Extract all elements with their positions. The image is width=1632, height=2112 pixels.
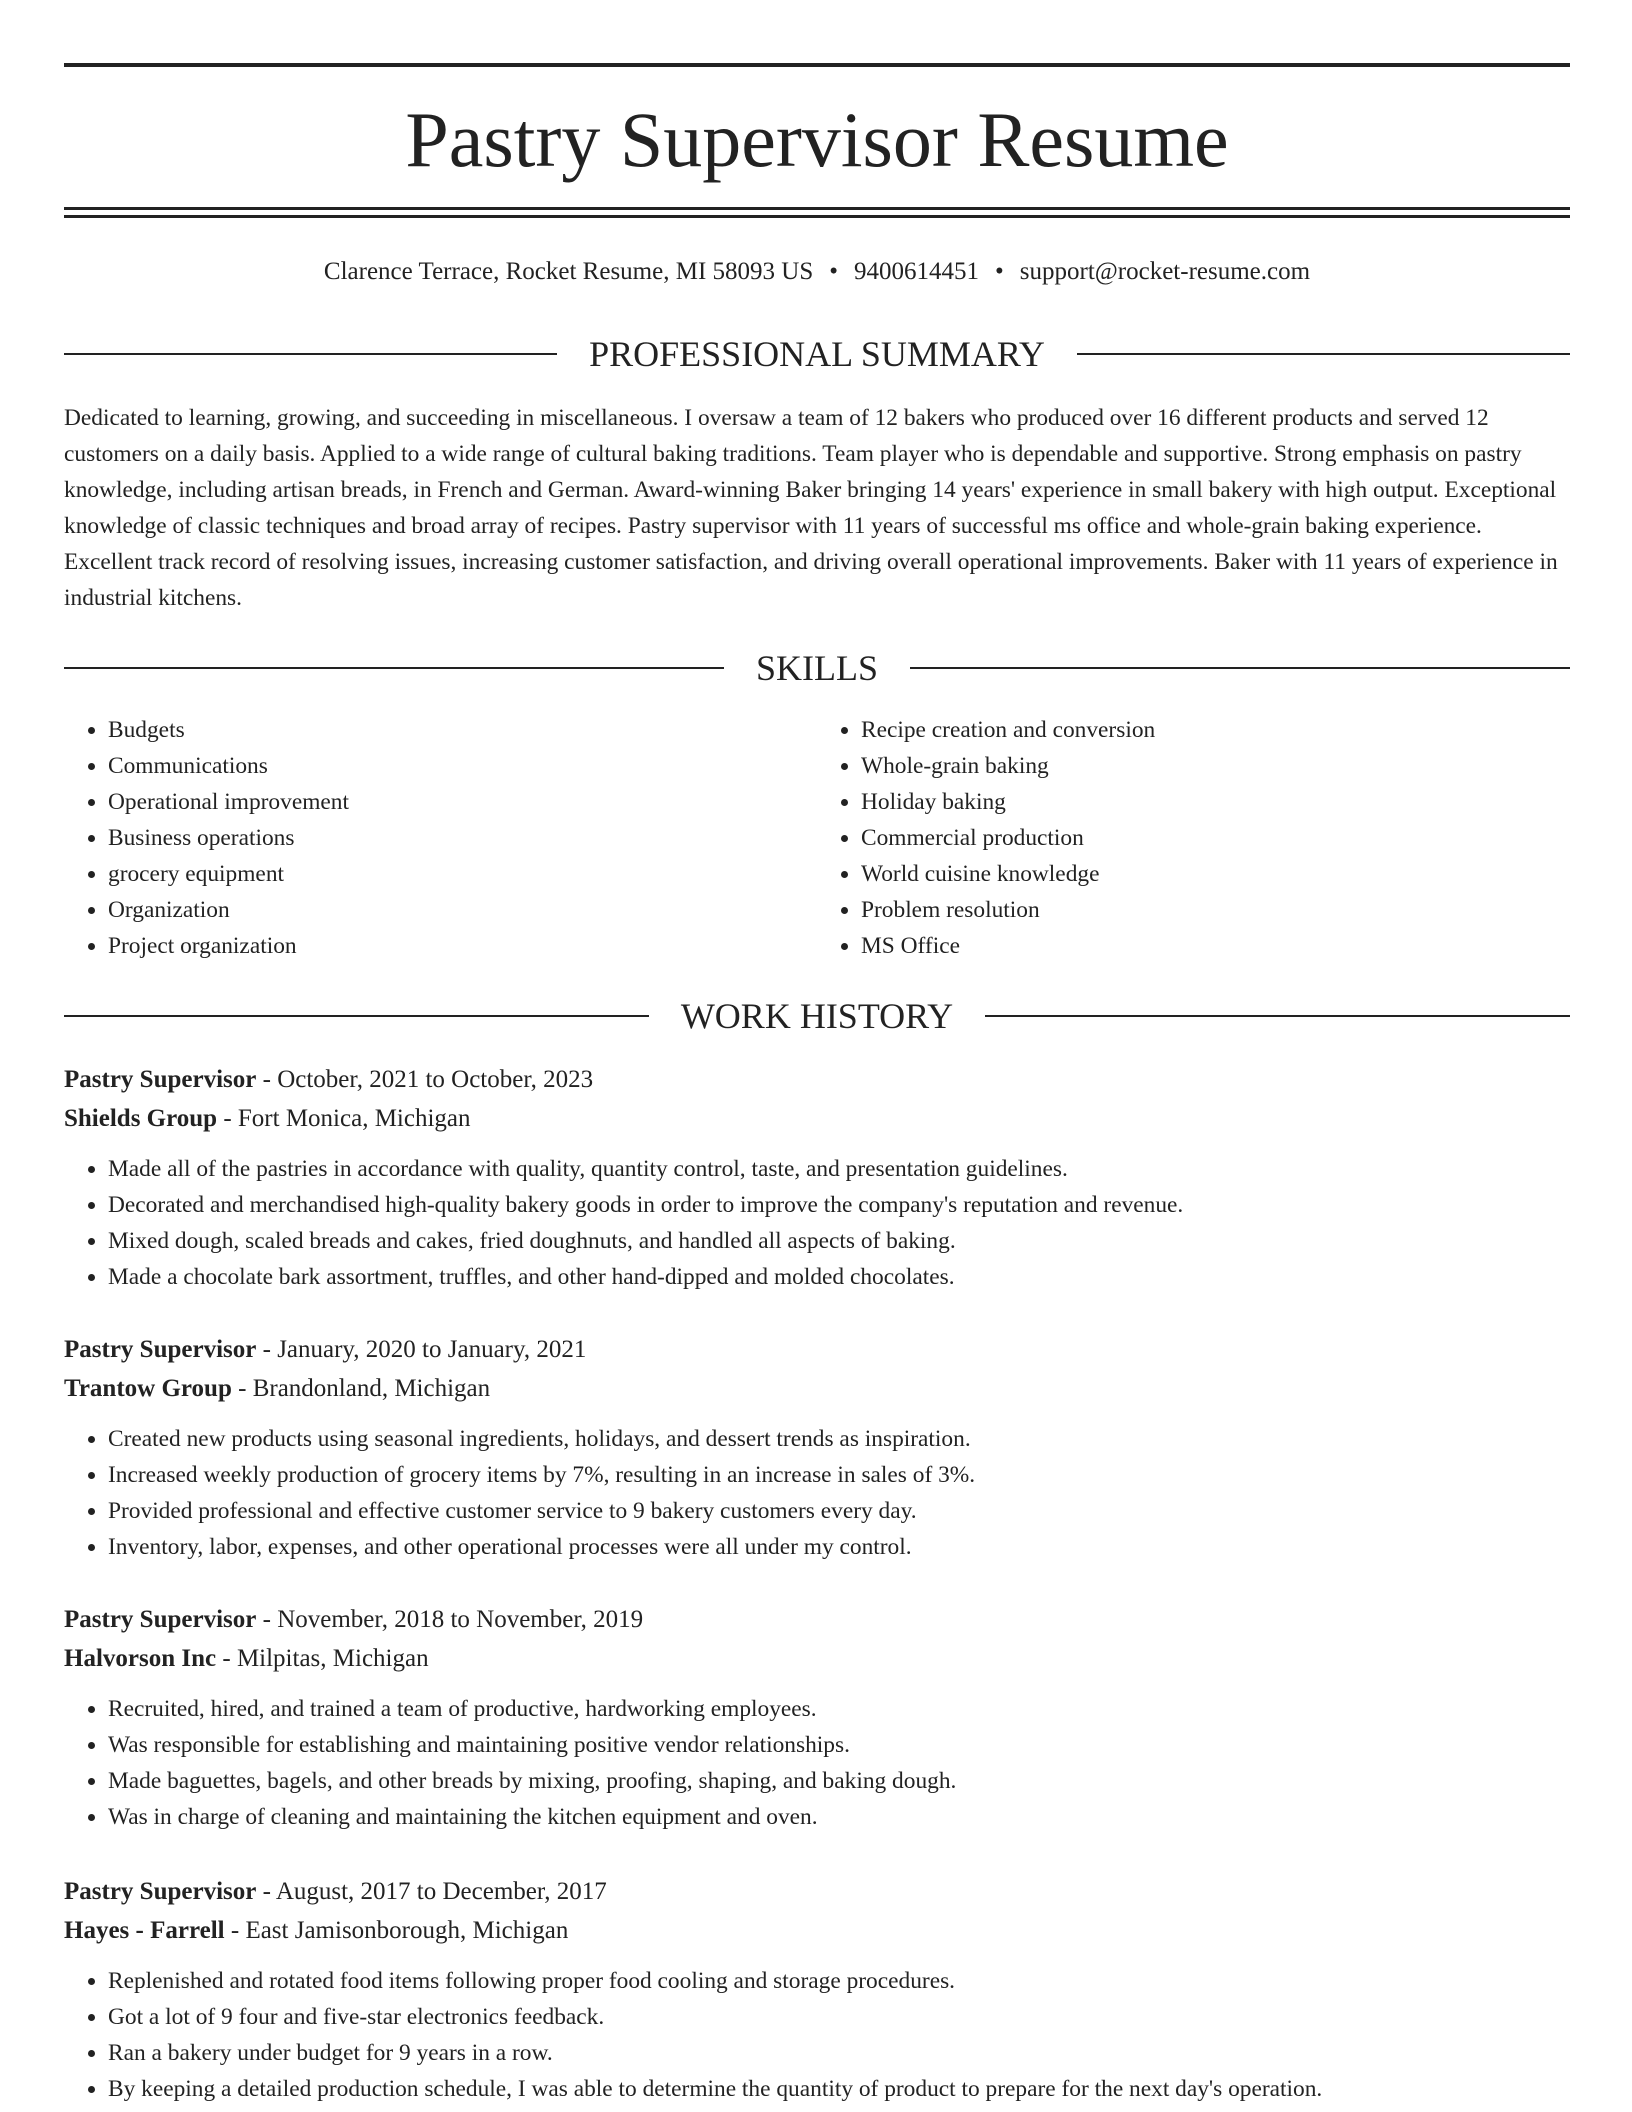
skill-item: • Project organization (108, 928, 817, 964)
section-title-work: WORK HISTORY (680, 996, 954, 1036)
job-bullet: • Was responsible for establishing and maintaining positive vendor relationships. (108, 1727, 1570, 1763)
section-rule (910, 667, 1570, 669)
contact-email: support@rocket-resume.com (1019, 258, 1311, 285)
title-double-rule (64, 207, 1570, 218)
skills-column-right (817, 712, 1570, 964)
contact-address: Clarence Terrace, Rocket Resume, MI 58093 US (323, 258, 814, 285)
job-title-line: Pastry Supervisor - October, 2021 to October, 2023 (64, 1066, 594, 1093)
job-bullet: • Increased weekly production of grocery items by 7%, resulting in an increase in sales of 3%. (108, 1457, 1570, 1493)
job-title: Pastry Supervisor (64, 1878, 257, 1905)
job-entry (64, 1332, 1570, 1565)
skill-item: • grocery equipment (108, 856, 817, 892)
job-company-line: Halvorson Inc - Milpitas, Michigan (64, 1645, 429, 1672)
skill-item: • World cuisine knowledge (861, 856, 1570, 892)
job-bullet: • Was in charge of cleaning and maintaining the kitchen equipment and oven. (108, 1799, 1570, 1835)
section-title-skills: SKILLS (756, 648, 879, 688)
job-bullet: • Recruited, hired, and trained a team of productive, hardworking employees. (108, 1691, 1570, 1727)
skill-item: • Business operations (108, 820, 817, 856)
job-company: Shields Group (64, 1105, 218, 1132)
summary-text: Dedicated to learning, growing, and succeeding in miscellaneous. I oversaw a team of 12 bakers who produced over 16 different products and served 12 customers on a daily basis. Applied to a wide range of cultural baking traditions. Team player who is dependable and supportive. Strong emphasis on pastry knowledge, including artisan breads, in French and German. Award-winning Baker bringing 14 years' experience in small bakery with high output. Exceptional knowledge of classic techniques and broad array of recipes. Pastry supervisor with 11 years of successful ms office and whole-grain baking experience. Excellent track record of resolving issues, increasing customer satisfaction, and driving overall operational improvements. Baker with 11 years of experience in industrial kitchens. (64, 405, 1558, 611)
job-title: Pastry Supervisor (64, 1336, 257, 1363)
skill-item: • Operational improvement (108, 784, 817, 820)
job-entry (64, 1874, 1570, 2107)
section-header-summary (64, 332, 1570, 376)
job-bullet: • Got a lot of 9 four and five-star electronics feedback. (108, 1999, 1570, 2035)
job-bullet: • Made a chocolate bark assortment, truffles, and other hand-dipped and molded chocolates. (108, 1259, 1570, 1295)
section-header-work (64, 994, 1570, 1038)
job-bullet: • Made all of the pastries in accordance with quality, quantity control, taste, and presentation guidelines. (108, 1151, 1570, 1187)
job-location: Milpitas, Michigan (236, 1645, 429, 1672)
job-bullet: • Made baguettes, bagels, and other breads by mixing, proofing, shaping, and baking dough. (108, 1763, 1570, 1799)
job-bullet: • Created new products using seasonal ingredients, holidays, and dessert trends as inspiration. (108, 1421, 1570, 1457)
job-bullets (64, 1963, 1570, 2107)
job-entry (64, 1602, 1570, 1835)
resume-title: Pastry Supervisor Resume (405, 96, 1229, 183)
job-company: Halvorson Inc (64, 1645, 217, 1672)
job-bullet: • Decorated and merchandised high-quality bakery goods in order to improve the company's reputation and revenue. (108, 1187, 1570, 1223)
job-title-line: Pastry Supervisor - January, 2020 to January, 2021 (64, 1336, 587, 1363)
contact-separator: • (995, 258, 1004, 285)
job-company: Hayes - Farrell (64, 1917, 225, 1944)
job-dates: January, 2020 to January, 2021 (277, 1336, 587, 1363)
job-company-line: Hayes - Farrell - East Jamisonborough, Michigan (64, 1917, 569, 1944)
skills-column-left (64, 712, 817, 964)
job-entry (64, 1062, 1570, 1295)
job-location: East Jamisonborough, Michigan (245, 1917, 569, 1944)
job-dates: October, 2021 to October, 2023 (277, 1066, 594, 1093)
section-rule (1077, 353, 1570, 355)
skill-item: • Recipe creation and conversion (861, 712, 1570, 748)
job-location: Brandonland, Michigan (252, 1375, 491, 1402)
skill-item: • Organization (108, 892, 817, 928)
job-bullets (64, 1151, 1570, 1295)
contact-phone: 9400614451 (854, 258, 979, 285)
section-header-skills (64, 646, 1570, 690)
section-rule (64, 1015, 649, 1017)
skill-item: • Holiday baking (861, 784, 1570, 820)
contact-separator: • (829, 258, 838, 285)
skill-item: • MS Office (861, 928, 1570, 964)
top-rule (64, 63, 1570, 67)
job-title-line: Pastry Supervisor - November, 2018 to November, 2019 (64, 1606, 644, 1633)
section-rule (64, 353, 557, 355)
job-bullet: • Inventory, labor, expenses, and other operational processes were all under my control. (108, 1529, 1570, 1565)
job-dates: August, 2017 to December, 2017 (275, 1878, 607, 1905)
skills-list (64, 712, 1570, 964)
job-bullets (64, 1421, 1570, 1565)
job-bullet: • Replenished and rotated food items following proper food cooling and storage procedures. (108, 1963, 1570, 1999)
section-rule (64, 667, 724, 669)
job-bullet: • Provided professional and effective customer service to 9 bakery customers every day. (108, 1493, 1570, 1529)
job-dates: November, 2018 to November, 2019 (277, 1606, 644, 1633)
job-location: Fort Monica, Michigan (237, 1105, 471, 1132)
job-title: Pastry Supervisor (64, 1606, 257, 1633)
job-company-line: Shields Group - Fort Monica, Michigan (64, 1105, 471, 1132)
job-bullet: • Mixed dough, scaled breads and cakes, fried doughnuts, and handled all aspects of baking. (108, 1223, 1570, 1259)
job-company-line: Trantow Group - Brandonland, Michigan (64, 1375, 491, 1402)
job-bullet: • Ran a bakery under budget for 9 years in a row. (108, 2035, 1570, 2071)
skill-item: • Communications (108, 748, 817, 784)
job-bullets (64, 1691, 1570, 1835)
skill-item: • Budgets (108, 712, 817, 748)
job-title-line: Pastry Supervisor - August, 2017 to December, 2017 (64, 1878, 607, 1905)
skill-item: • Whole-grain baking (861, 748, 1570, 784)
contact-line (64, 254, 1570, 290)
job-title: Pastry Supervisor (64, 1066, 257, 1093)
job-bullet: • By keeping a detailed production schedule, I was able to determine the quantity of product to prepare for the next day's operation. (108, 2071, 1570, 2107)
job-company: Trantow Group (64, 1375, 232, 1402)
section-title-summary: PROFESSIONAL SUMMARY (589, 334, 1045, 374)
skill-item: • Problem resolution (861, 892, 1570, 928)
section-rule (985, 1015, 1570, 1017)
skill-item: • Commercial production (861, 820, 1570, 856)
